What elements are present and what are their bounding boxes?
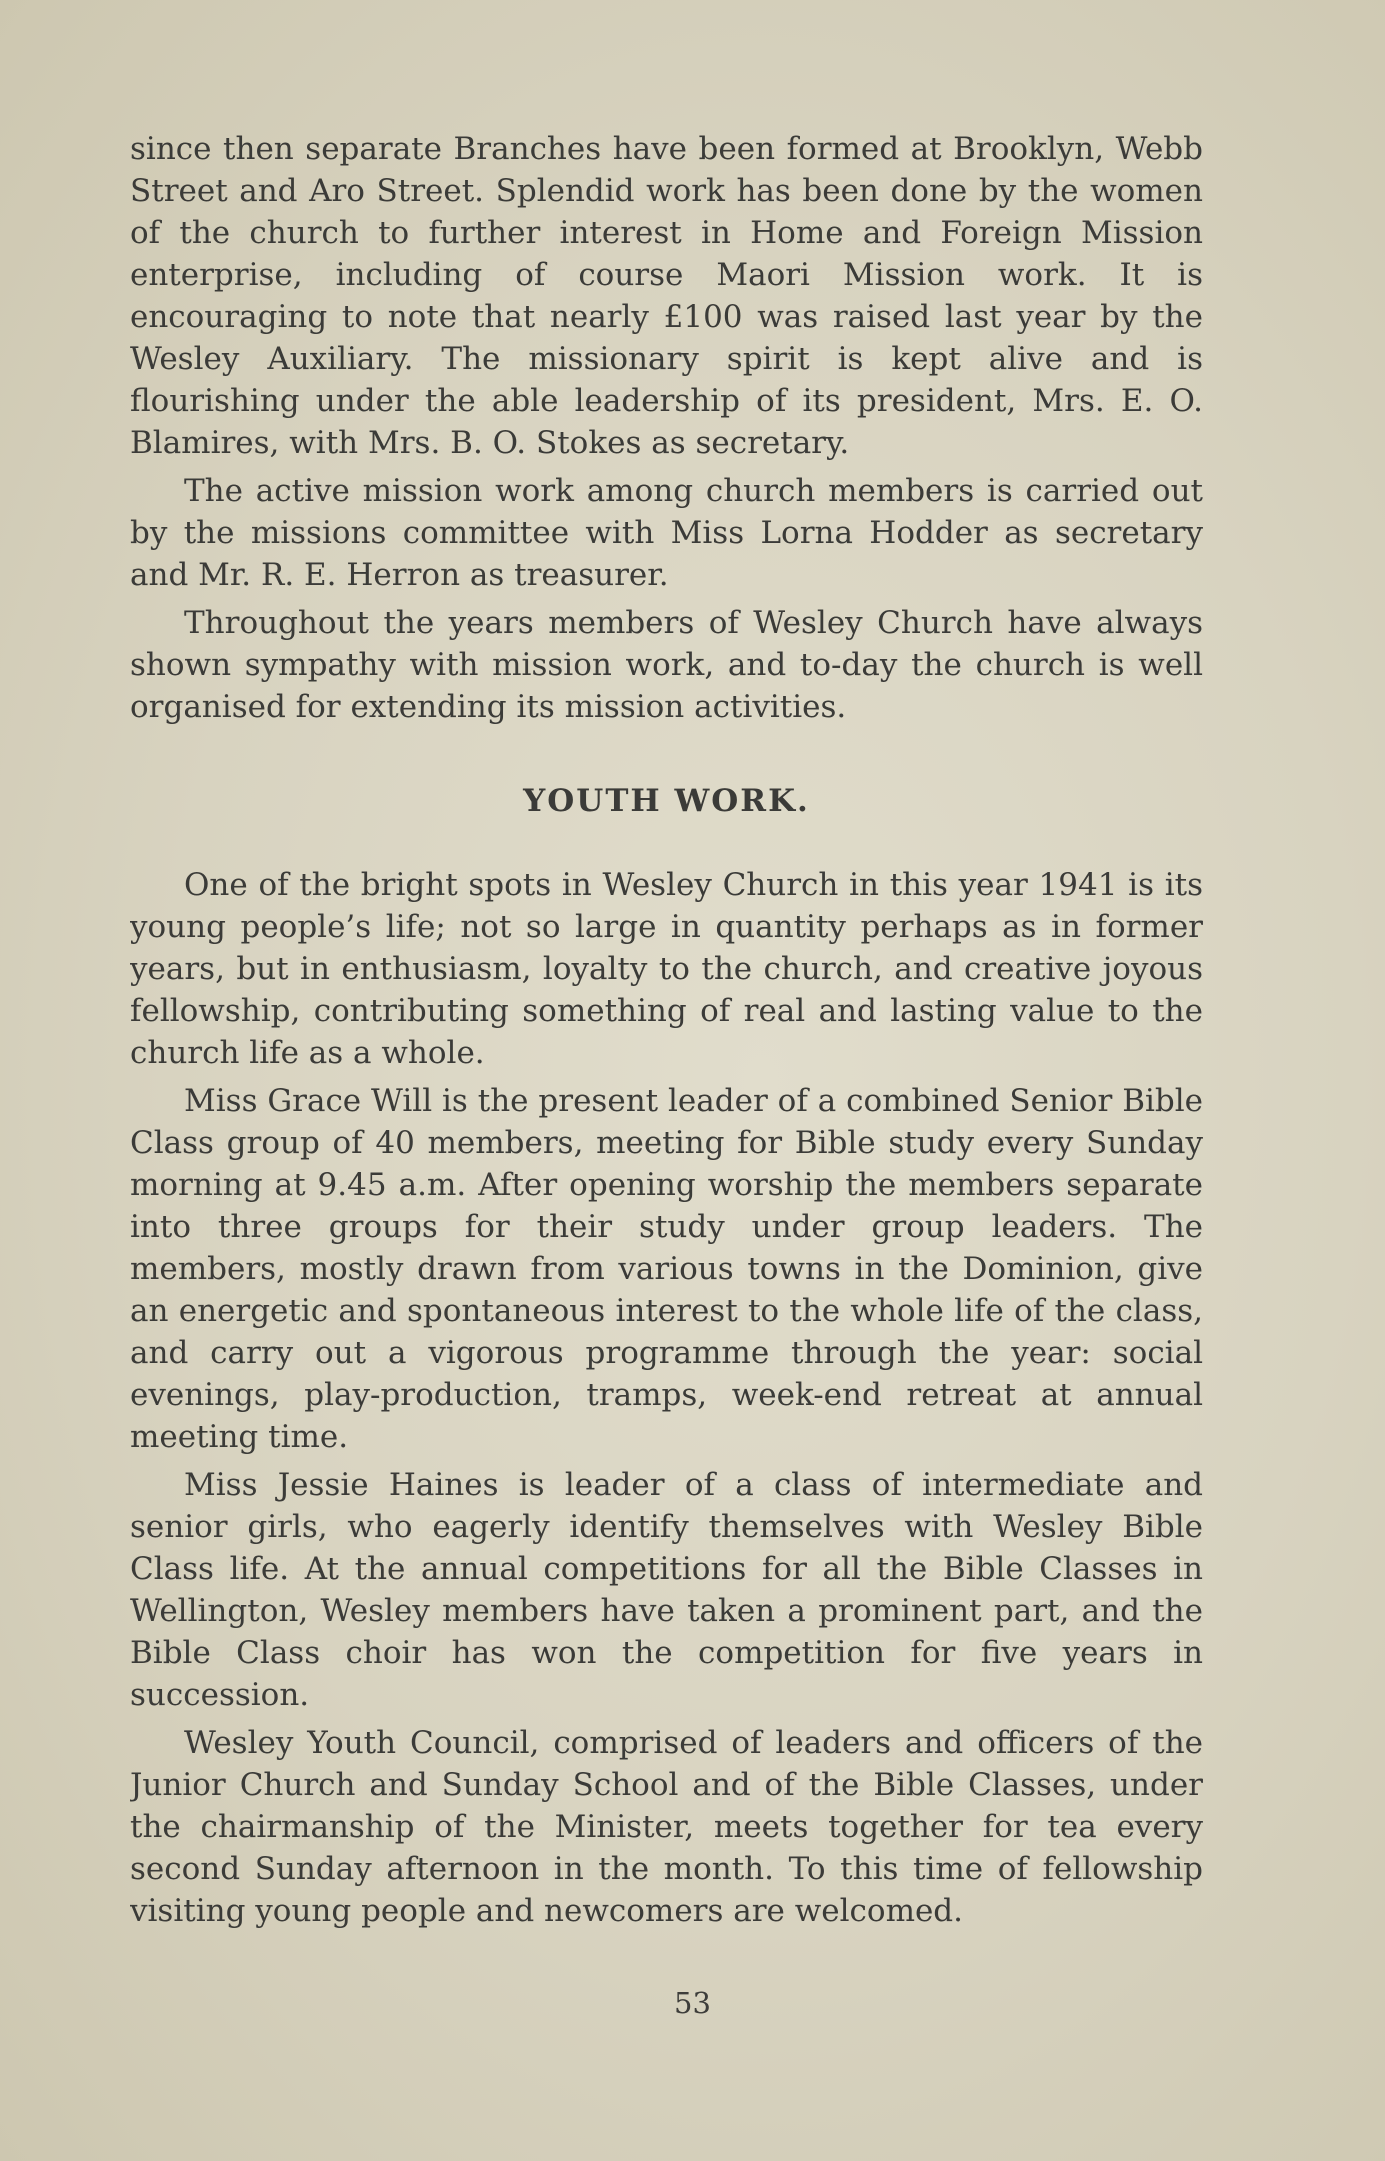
- paragraph-branches: since then separate Branches have been formed at Brooklyn, Webb Street and Aro Street. Splendid work has been done by the women of the church to further interest in Home and Foreign Mission enterprise, including of course Maori Mission work. It is encouraging to note that nearly £100 was raised last year by the Wesley Auxiliary. The missionary spirit is kept alive and is flourishing under the able leadership of its president, Mrs. E. O. Blamires, with Mrs. B. O. Stokes as secretary.: [130, 131, 1203, 461]
- page-number: 53: [674, 1986, 711, 2020]
- paragraph-girls-class: Miss Jessie Haines is leader of a class of intermediate and senior girls, who eagerly identify themselves with Wesley Bible Class life. At the annual competitions for all the Bible Classes in Wellington, Wesley members have taken a prominent part, and the Bible Class choir has won the competition for five years in succession.: [130, 1467, 1203, 1713]
- paragraph-young-peoples-life: One of the bright spots in Wesley Church in this year 1941 is its young people’s life; not so large in quantity perhaps as in former years, but in enthusiasm, loyalty to the church, and creative joyous fellowship, contributing something of real and lasting value to the church life as a whole.: [130, 867, 1203, 1071]
- page-body: [130, 128, 1203, 2048]
- paragraph-youth-council: Wesley Youth Council, comprised of leaders and officers of the Junior Church and Sunday School and of the Bible Classes, under the chairmanship of the Minister, meets together for tea every second Sunday afternoon in the month. To this time of fellowship visiting young people and newcomers are welcomed.: [130, 1725, 1203, 1929]
- section-heading-youth-work: YOUTH WORK.: [523, 783, 810, 819]
- paragraph-senior-bible-class: Miss Grace Will is the present leader of a combined Senior Bible Class group of 40 members, meeting for Bible study every Sunday morning at 9.45 a.m. After opening worship the members separate into three groups for their study under group leaders. The members, mostly drawn from various towns in the Dominion, give an energetic and spontaneous interest to the whole life of the class, and carry out a vigorous programme through the year: social evenings, play-production, tramps, week-end retreat at annual meeting time.: [130, 1083, 1203, 1455]
- paragraph-missions-committee: The active mission work among church members is carried out by the missions committee with Miss Lorna Hodder as secretary and Mr. R. E. Herron as treasurer.: [130, 473, 1203, 593]
- paragraph-mission-sympathy: Throughout the years members of Wesley Church have always shown sympathy with mission work, and to-day the church is well organised for extending its mission activities.: [130, 605, 1203, 725]
